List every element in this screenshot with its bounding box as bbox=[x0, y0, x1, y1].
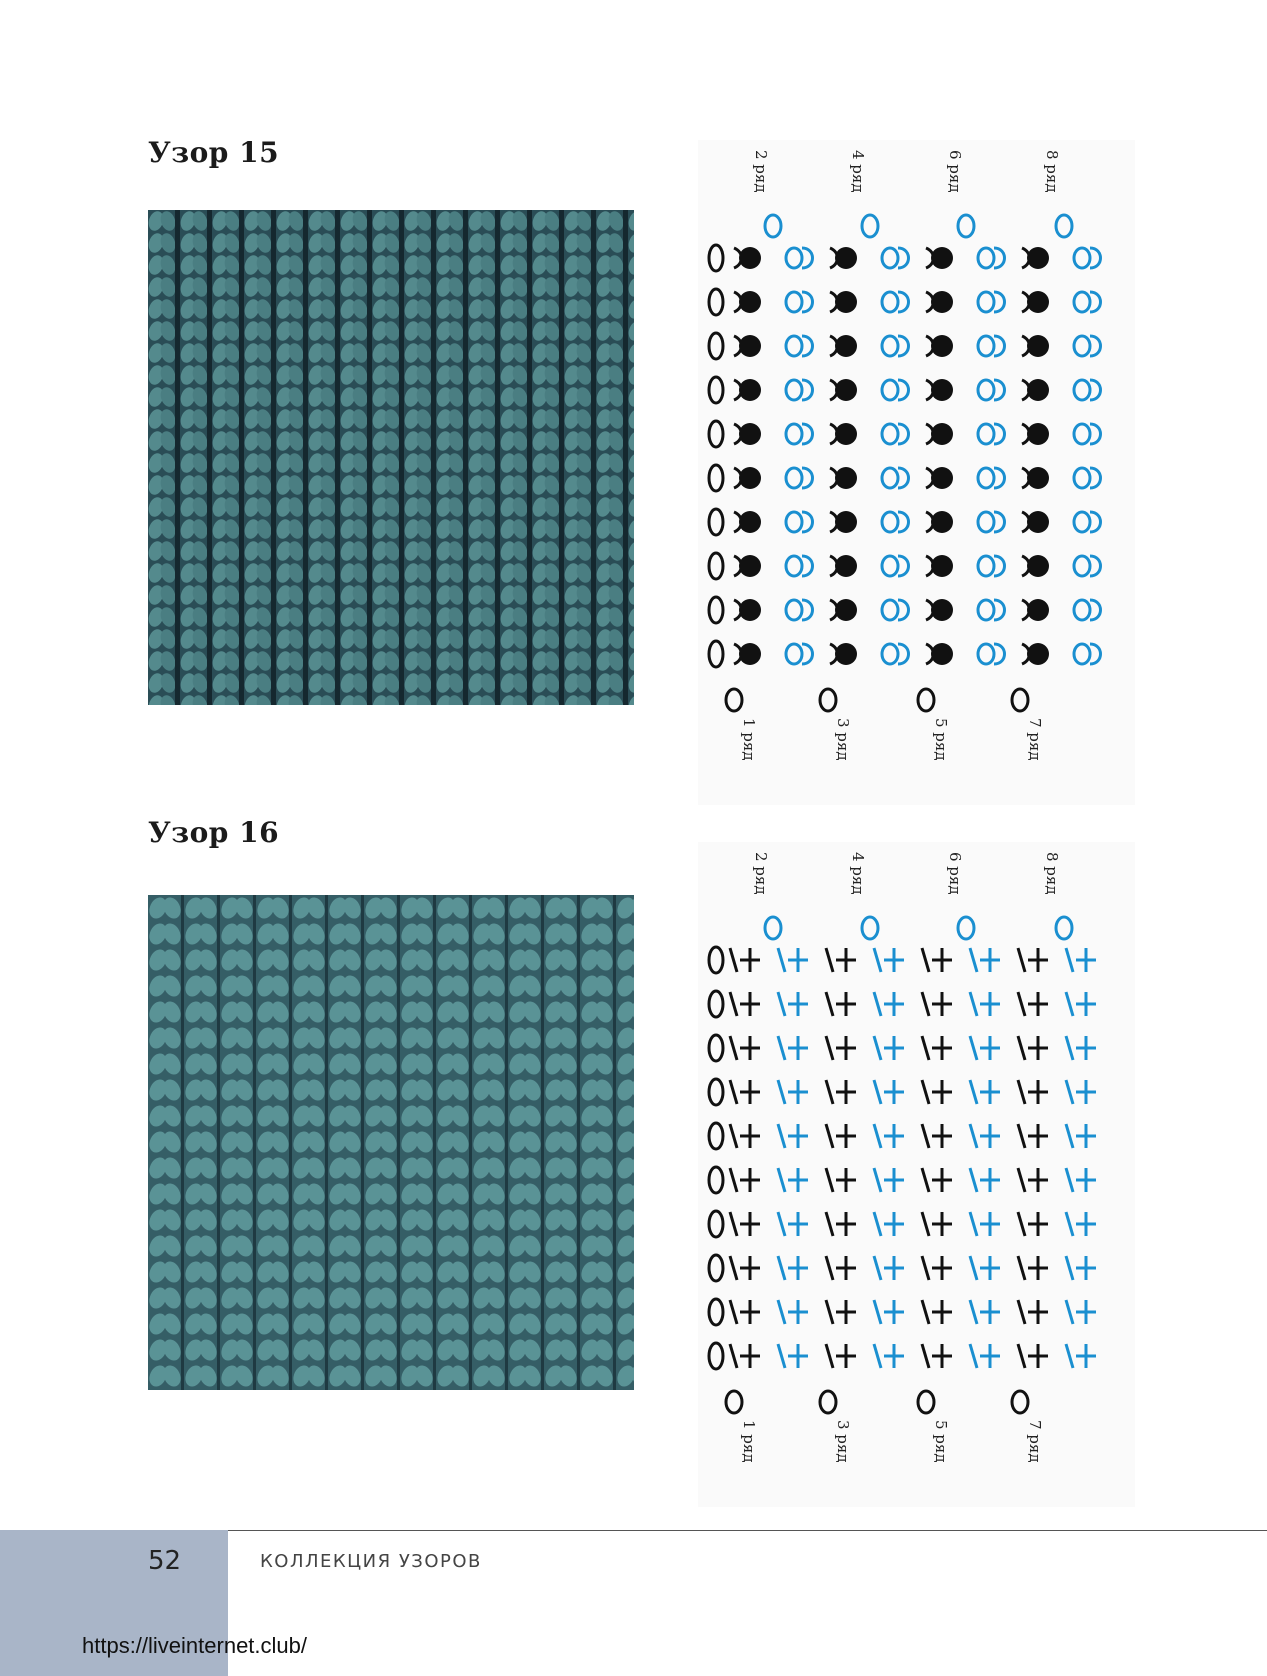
loop-symbol bbox=[918, 1391, 934, 1413]
loop-symbol bbox=[709, 1343, 723, 1369]
filled-dot-symbol bbox=[830, 335, 857, 357]
loop-symbol bbox=[786, 336, 813, 356]
filled-dot-symbol bbox=[1022, 599, 1049, 621]
cross-stitch-symbol bbox=[874, 1168, 904, 1192]
cross-stitch-symbol bbox=[1018, 992, 1048, 1016]
cross-stitch-symbol bbox=[1066, 1344, 1096, 1368]
loop-symbol bbox=[978, 292, 1005, 312]
cross-stitch-symbol bbox=[874, 1124, 904, 1148]
loop-symbol bbox=[1074, 512, 1101, 532]
loop-symbol bbox=[709, 553, 723, 579]
pattern-16-title: Узор 16 bbox=[148, 816, 280, 849]
cross-stitch-symbol bbox=[778, 1300, 808, 1324]
loop-symbol bbox=[978, 248, 1005, 268]
filled-dot-symbol bbox=[1022, 643, 1049, 665]
cross-stitch-symbol bbox=[1018, 1212, 1048, 1236]
filled-dot-symbol bbox=[734, 511, 761, 533]
filled-dot-symbol bbox=[926, 599, 953, 621]
cross-stitch-symbol bbox=[778, 1344, 808, 1368]
loop-symbol bbox=[709, 1079, 723, 1105]
cross-stitch-symbol bbox=[970, 1300, 1000, 1324]
cross-stitch-symbol bbox=[922, 1212, 952, 1236]
loop-symbol bbox=[709, 991, 723, 1017]
loop-symbol bbox=[882, 292, 909, 312]
filled-dot-symbol bbox=[734, 555, 761, 577]
loop-symbol bbox=[978, 600, 1005, 620]
cross-stitch-symbol bbox=[778, 1168, 808, 1192]
loop-symbol bbox=[978, 468, 1005, 488]
cross-stitch-symbol bbox=[874, 992, 904, 1016]
cross-stitch-symbol bbox=[730, 1168, 760, 1192]
cross-stitch-symbol bbox=[778, 1124, 808, 1148]
filled-dot-symbol bbox=[926, 379, 953, 401]
cross-stitch-symbol bbox=[970, 1080, 1000, 1104]
loop-symbol bbox=[978, 380, 1005, 400]
top-row-label-0: 2 ряд bbox=[752, 150, 770, 193]
loop-symbol bbox=[709, 465, 723, 491]
loop-symbol bbox=[978, 644, 1005, 664]
filled-dot-symbol bbox=[926, 511, 953, 533]
loop-symbol bbox=[1074, 644, 1101, 664]
loop-symbol bbox=[882, 600, 909, 620]
cross-stitch-symbol bbox=[730, 992, 760, 1016]
cross-stitch-symbol bbox=[778, 1080, 808, 1104]
cross-stitch-symbol bbox=[730, 1256, 760, 1280]
cross-stitch-symbol bbox=[826, 948, 856, 972]
filled-dot-symbol bbox=[1022, 291, 1049, 313]
cross-stitch-symbol bbox=[826, 1036, 856, 1060]
top-row-label-2: 6 ряд bbox=[946, 150, 964, 193]
filled-dot-symbol bbox=[1022, 555, 1049, 577]
cross-stitch-symbol bbox=[874, 948, 904, 972]
pattern-15-chart bbox=[698, 140, 1135, 805]
loop-symbol bbox=[709, 289, 723, 315]
pattern-15-title: Узор 15 bbox=[148, 136, 280, 169]
bottom-row-label-3: 7 ряд bbox=[1026, 1420, 1044, 1463]
cross-stitch-symbol bbox=[778, 992, 808, 1016]
filled-dot-symbol bbox=[830, 379, 857, 401]
loop-symbol bbox=[1074, 336, 1101, 356]
loop-symbol bbox=[820, 689, 836, 711]
loop-symbol bbox=[709, 641, 723, 667]
filled-dot-symbol bbox=[734, 247, 761, 269]
filled-dot-symbol bbox=[830, 247, 857, 269]
loop-symbol bbox=[978, 336, 1005, 356]
cross-stitch-symbol bbox=[730, 1300, 760, 1324]
cross-stitch-symbol bbox=[730, 1124, 760, 1148]
cross-stitch-symbol bbox=[826, 1124, 856, 1148]
cross-stitch-symbol bbox=[1066, 1168, 1096, 1192]
filled-dot-symbol bbox=[1022, 335, 1049, 357]
loop-symbol bbox=[709, 1211, 723, 1237]
loop-symbol bbox=[978, 556, 1005, 576]
top-row-label-1: 4 ряд bbox=[849, 852, 867, 895]
cross-stitch-symbol bbox=[826, 1080, 856, 1104]
loop-symbol bbox=[786, 248, 813, 268]
loop-symbol bbox=[709, 245, 723, 271]
page-number: 52 bbox=[148, 1546, 182, 1576]
loop-symbol bbox=[709, 947, 723, 973]
filled-dot-symbol bbox=[926, 555, 953, 577]
top-row-label-1: 4 ряд bbox=[849, 150, 867, 193]
cross-stitch-symbol bbox=[826, 1344, 856, 1368]
filled-dot-symbol bbox=[734, 291, 761, 313]
filled-dot-symbol bbox=[926, 643, 953, 665]
cross-stitch-symbol bbox=[826, 1168, 856, 1192]
cross-stitch-symbol bbox=[1066, 992, 1096, 1016]
loop-symbol bbox=[709, 597, 723, 623]
loop-symbol bbox=[765, 917, 781, 939]
loop-symbol bbox=[709, 421, 723, 447]
filled-dot-symbol bbox=[734, 335, 761, 357]
cross-stitch-symbol bbox=[1066, 1124, 1096, 1148]
loop-symbol bbox=[882, 336, 909, 356]
loop-symbol bbox=[862, 215, 878, 237]
loop-symbol bbox=[882, 424, 909, 444]
loop-symbol bbox=[1074, 424, 1101, 444]
cross-stitch-symbol bbox=[730, 1036, 760, 1060]
loop-symbol bbox=[786, 380, 813, 400]
loop-symbol bbox=[726, 689, 742, 711]
pattern-16-photo bbox=[148, 895, 634, 1390]
cross-stitch-symbol bbox=[970, 1124, 1000, 1148]
loop-symbol bbox=[786, 644, 813, 664]
cross-stitch-symbol bbox=[922, 992, 952, 1016]
filled-dot-symbol bbox=[830, 423, 857, 445]
loop-symbol bbox=[1012, 689, 1028, 711]
cross-stitch-symbol bbox=[778, 1256, 808, 1280]
cross-stitch-symbol bbox=[874, 1212, 904, 1236]
filled-dot-symbol bbox=[734, 643, 761, 665]
loop-symbol bbox=[709, 1035, 723, 1061]
cross-stitch-symbol bbox=[1018, 1124, 1048, 1148]
cross-stitch-symbol bbox=[922, 948, 952, 972]
cross-stitch-symbol bbox=[826, 992, 856, 1016]
cross-stitch-symbol bbox=[970, 1256, 1000, 1280]
loop-symbol bbox=[882, 380, 909, 400]
cross-stitch-symbol bbox=[970, 992, 1000, 1016]
footer-rule bbox=[228, 1530, 1267, 1531]
loop-symbol bbox=[1074, 556, 1101, 576]
cross-stitch-symbol bbox=[730, 1212, 760, 1236]
cross-stitch-symbol bbox=[1066, 1300, 1096, 1324]
cross-stitch-symbol bbox=[922, 1300, 952, 1324]
bottom-row-label-1: 3 ряд bbox=[834, 1420, 852, 1463]
loop-symbol bbox=[978, 424, 1005, 444]
cross-stitch-symbol bbox=[922, 1168, 952, 1192]
loop-symbol bbox=[786, 292, 813, 312]
filled-dot-symbol bbox=[1022, 467, 1049, 489]
cross-stitch-symbol bbox=[874, 1036, 904, 1060]
cross-stitch-symbol bbox=[826, 1212, 856, 1236]
loop-symbol bbox=[882, 468, 909, 488]
filled-dot-symbol bbox=[830, 555, 857, 577]
loop-symbol bbox=[1056, 215, 1072, 237]
filled-dot-symbol bbox=[830, 643, 857, 665]
cross-stitch-symbol bbox=[874, 1080, 904, 1104]
filled-dot-symbol bbox=[1022, 379, 1049, 401]
pattern-15-photo bbox=[148, 210, 634, 705]
loop-symbol bbox=[882, 556, 909, 576]
loop-symbol bbox=[882, 248, 909, 268]
cross-stitch-symbol bbox=[874, 1344, 904, 1368]
loop-symbol bbox=[1074, 468, 1101, 488]
filled-dot-symbol bbox=[734, 599, 761, 621]
running-head: КОЛЛЕКЦИЯ УЗОРОВ bbox=[260, 1551, 482, 1572]
loop-symbol bbox=[786, 556, 813, 576]
filled-dot-symbol bbox=[1022, 423, 1049, 445]
filled-dot-symbol bbox=[830, 511, 857, 533]
cross-stitch-symbol bbox=[1066, 1080, 1096, 1104]
filled-dot-symbol bbox=[830, 291, 857, 313]
loop-symbol bbox=[709, 377, 723, 403]
loop-symbol bbox=[786, 512, 813, 532]
pattern-16-chart bbox=[698, 842, 1135, 1507]
loop-symbol bbox=[958, 215, 974, 237]
loop-symbol bbox=[918, 689, 934, 711]
cross-stitch-symbol bbox=[778, 1036, 808, 1060]
cross-stitch-symbol bbox=[1018, 1256, 1048, 1280]
filled-dot-symbol bbox=[1022, 247, 1049, 269]
bottom-row-label-2: 5 ряд bbox=[932, 718, 950, 761]
cross-stitch-symbol bbox=[970, 1344, 1000, 1368]
cross-stitch-symbol bbox=[874, 1300, 904, 1324]
filled-dot-symbol bbox=[734, 423, 761, 445]
cross-stitch-symbol bbox=[1018, 948, 1048, 972]
loop-symbol bbox=[709, 333, 723, 359]
loop-symbol bbox=[862, 917, 878, 939]
loop-symbol bbox=[1012, 1391, 1028, 1413]
filled-dot-symbol bbox=[1022, 511, 1049, 533]
cross-stitch-symbol bbox=[922, 1124, 952, 1148]
loop-symbol bbox=[709, 1299, 723, 1325]
bottom-row-label-1: 3 ряд bbox=[834, 718, 852, 761]
top-row-label-2: 6 ряд bbox=[946, 852, 964, 895]
loop-symbol bbox=[786, 600, 813, 620]
loop-symbol bbox=[882, 512, 909, 532]
cross-stitch-symbol bbox=[970, 1036, 1000, 1060]
filled-dot-symbol bbox=[734, 379, 761, 401]
filled-dot-symbol bbox=[830, 467, 857, 489]
loop-symbol bbox=[709, 1255, 723, 1281]
cross-stitch-symbol bbox=[922, 1036, 952, 1060]
cross-stitch-symbol bbox=[730, 1080, 760, 1104]
cross-stitch-symbol bbox=[970, 1168, 1000, 1192]
cross-stitch-symbol bbox=[1066, 1256, 1096, 1280]
bottom-row-label-0: 1 ряд bbox=[740, 718, 758, 761]
loop-symbol bbox=[1074, 380, 1101, 400]
cross-stitch-symbol bbox=[1066, 948, 1096, 972]
loop-symbol bbox=[709, 1167, 723, 1193]
loop-symbol bbox=[1056, 917, 1072, 939]
filled-dot-symbol bbox=[926, 247, 953, 269]
cross-stitch-symbol bbox=[1018, 1300, 1048, 1324]
bottom-row-label-0: 1 ряд bbox=[740, 1420, 758, 1463]
loop-symbol bbox=[820, 1391, 836, 1413]
cross-stitch-symbol bbox=[826, 1300, 856, 1324]
loop-symbol bbox=[726, 1391, 742, 1413]
top-row-label-3: 8 ряд bbox=[1043, 150, 1061, 193]
cross-stitch-symbol bbox=[1018, 1080, 1048, 1104]
cross-stitch-symbol bbox=[730, 948, 760, 972]
filled-dot-symbol bbox=[926, 335, 953, 357]
cross-stitch-symbol bbox=[1066, 1212, 1096, 1236]
loop-symbol bbox=[882, 644, 909, 664]
cross-stitch-symbol bbox=[1018, 1036, 1048, 1060]
filled-dot-symbol bbox=[734, 467, 761, 489]
cross-stitch-symbol bbox=[1066, 1036, 1096, 1060]
loop-symbol bbox=[978, 512, 1005, 532]
cross-stitch-symbol bbox=[730, 1344, 760, 1368]
loop-symbol bbox=[1074, 248, 1101, 268]
cross-stitch-symbol bbox=[970, 948, 1000, 972]
loop-symbol bbox=[709, 509, 723, 535]
loop-symbol bbox=[786, 424, 813, 444]
loop-symbol bbox=[958, 917, 974, 939]
bottom-row-label-3: 7 ряд bbox=[1026, 718, 1044, 761]
cross-stitch-symbol bbox=[826, 1256, 856, 1280]
loop-symbol bbox=[1074, 292, 1101, 312]
filled-dot-symbol bbox=[926, 423, 953, 445]
filled-dot-symbol bbox=[926, 467, 953, 489]
cross-stitch-symbol bbox=[778, 1212, 808, 1236]
cross-stitch-symbol bbox=[1018, 1344, 1048, 1368]
cross-stitch-symbol bbox=[922, 1080, 952, 1104]
cross-stitch-symbol bbox=[922, 1256, 952, 1280]
loop-symbol bbox=[765, 215, 781, 237]
bottom-row-label-2: 5 ряд bbox=[932, 1420, 950, 1463]
filled-dot-symbol bbox=[926, 291, 953, 313]
loop-symbol bbox=[1074, 600, 1101, 620]
cross-stitch-symbol bbox=[874, 1256, 904, 1280]
top-row-label-0: 2 ряд bbox=[752, 852, 770, 895]
top-row-label-3: 8 ряд bbox=[1043, 852, 1061, 895]
source-url[interactable]: https://liveinternet.club/ bbox=[82, 1633, 308, 1658]
cross-stitch-symbol bbox=[1018, 1168, 1048, 1192]
loop-symbol bbox=[709, 1123, 723, 1149]
cross-stitch-symbol bbox=[922, 1344, 952, 1368]
filled-dot-symbol bbox=[830, 599, 857, 621]
cross-stitch-symbol bbox=[778, 948, 808, 972]
cross-stitch-symbol bbox=[970, 1212, 1000, 1236]
loop-symbol bbox=[786, 468, 813, 488]
